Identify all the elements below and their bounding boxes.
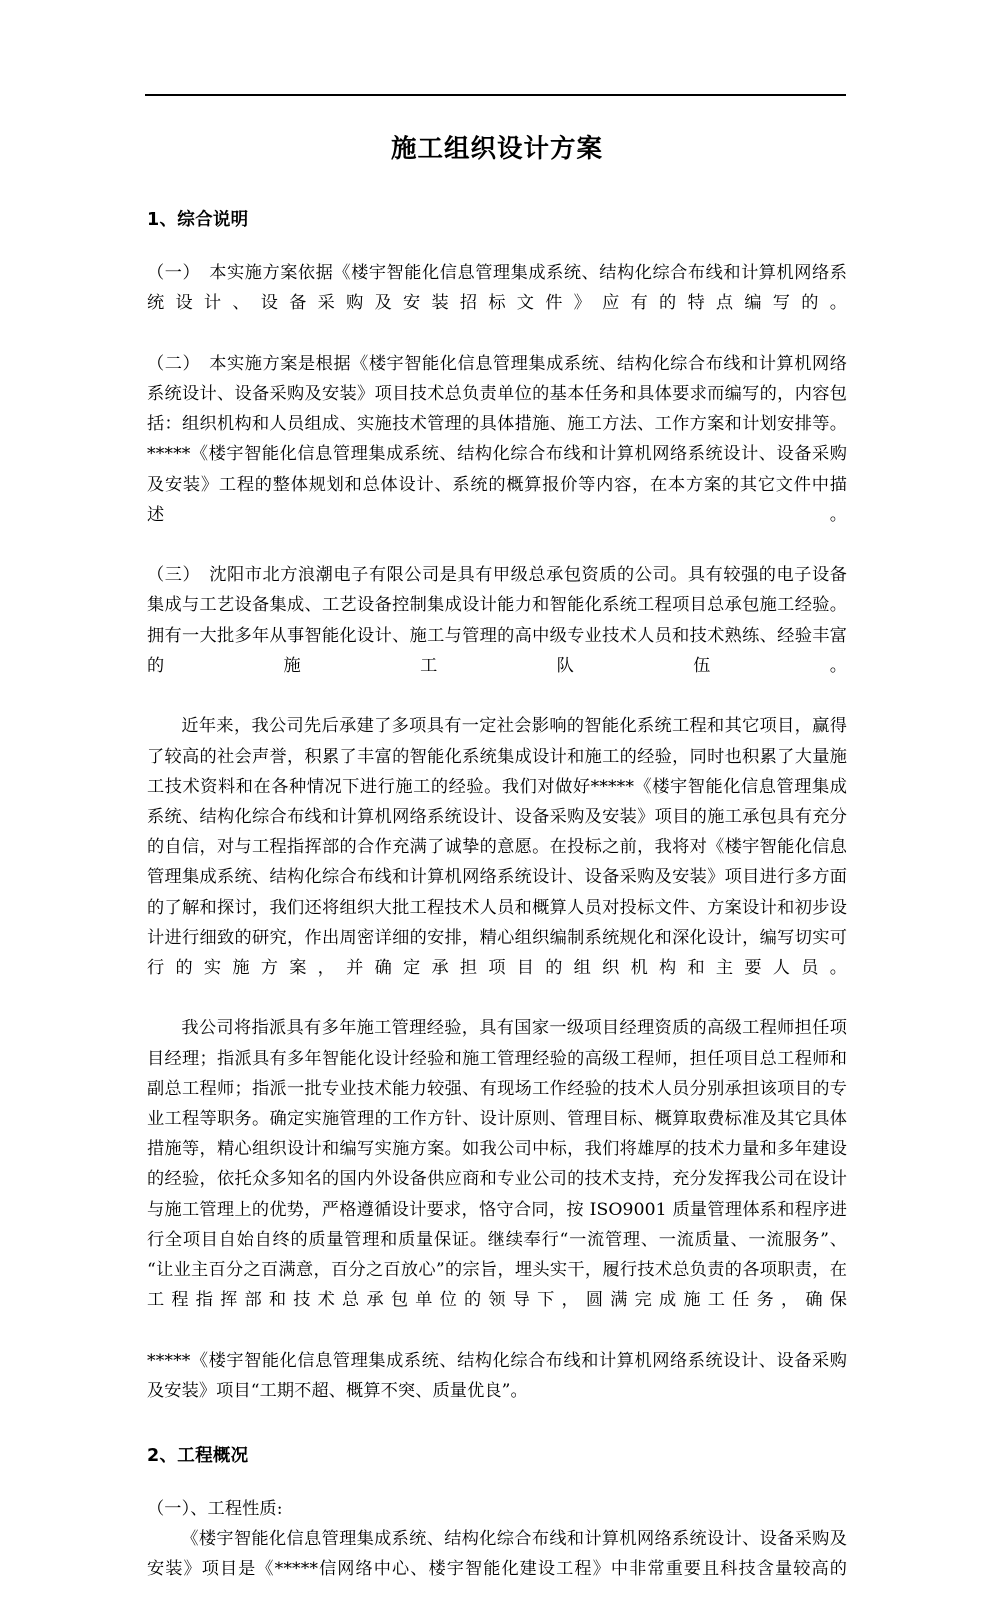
paragraph-1-5: 我公司将指派具有多年施工管理经验，具有国家一级项目经理资质的高级工程师担任项目经理；指派具有多年智能化设计经验和施工管理经验的高级工程师，担任项目总工程师和副总工程师；指派一批专业技术能力较强、有现场工作经验的技术人员分别承担该项目的专业工程等职务。确定实施管理的工作方针、设计原则、管理目标、概算取费标准及其它具体措施等，精心组织设计和编写实施方案。如我公司中标，我们将雄厚的技术力量和多年建设的经验，依托众多知名的国内外设备供应商和专业公司的技术支持，充分发挥我公司在设计与施工管理上的优势，严格遵循设计要求，恪守合同，按 ISO9001 质量管理体系和程序进行全项目自始自终的质量管理和质量保证。继续奉行“一流管理、一流质量、一流服务”、“让业主百分之百满意，百分之百放心”的宗旨，埋头实干，履行技术总负责的各项职责，在工程指挥部和技术总承包单位的领导下，圆满完成施工任务，确保 [147,1018,847,1311]
document-body [147,96,847,1615]
section-heading-2: 2、工程概况 [147,1445,249,1466]
page-title: 施工组织设计方案 [390,134,603,164]
paragraph-1-3: （三） 沈阳市北方浪潮电子有限公司是具有甲级总承包资质的公司。具有较强的电子设备集成与工艺设备集成、工艺设备控制集成设计能力和智能化系统工程项目总承包施工经验。拥有一大批多年从事智能化设计、施工与管理的高中级专业技术人员和技术熟练、经验丰富的施工队伍。 [147,565,847,676]
paragraph-1-2: （二） 本实施方案是根据《楼宇智能化信息管理集成系统、结构化综合布线和计算机网络系统设计、设备采购及安装》项目技术总负责单位的基本任务和具体要求而编写的，内容包括：组织机构和人员组成、实施技术管理的具体措施、施工方法、工作方案和计划安排等。*****《楼宇智能化信息管理集成系统、结构化综合布线和计算机网络系统设计、设备采购及安装》工程的整体规划和总体设计、系统的概算报价等内容，在本方案的其它文件中描述。 [147,353,847,525]
paragraph-2-1: （一）、工程性质: [147,1498,283,1519]
paragraph-1-6: *****《楼宇智能化信息管理集成系统、结构化综合布线和计算机网络系统设计、设备采购及安装》项目“工期不超、概算不突、质量优良”。 [147,1350,847,1401]
page-header [0,0,993,96]
section-heading-1: 1、综合说明 [147,210,249,231]
paragraph-1-1: （一） 本实施方案依据《楼宇智能化信息管理集成系统、结构化综合布线和计算机网络系统设计、设备采购及安装招标文件》应有的特点编写的。 [147,263,847,314]
paragraph-2-2: 《楼宇智能化信息管理集成系统、结构化综合布线和计算机网络系统设计、设备采购及安装》项目是《*****信网络中心、楼宇智能化建设工程》中非常重要且科技含量较高的 [147,1529,847,1580]
paragraph-1-4: 近年来，我公司先后承建了多项具有一定社会影响的智能化系统工程和其它项目，赢得了较高的社会声誉，积累了丰富的智能化系统集成设计和施工的经验，同时也积累了大量施工技术资料和在各种情况下进行施工的经验。我们对做好*****《楼宇智能化信息管理集成系统、结构化综合布线和计算机网络系统设计、设备采购及安装》项目的施工承包具有充分的自信，对与工程指挥部的合作充满了诚挚的意愿。在投标之前，我将对《楼宇智能化信息管理集成系统、结构化综合布线和计算机网络系统设计、设备采购及安装》项目进行多方面的了解和探讨，我们还将组织大批工程技术人员和概算人员对投标文件、方案设计和初步设计进行细致的研究，作出周密详细的安排，精心组织编制系统规化和深化设计，编写切实可行的实施方案，并确定承担项目的组织机构和主要人员。 [147,716,847,978]
